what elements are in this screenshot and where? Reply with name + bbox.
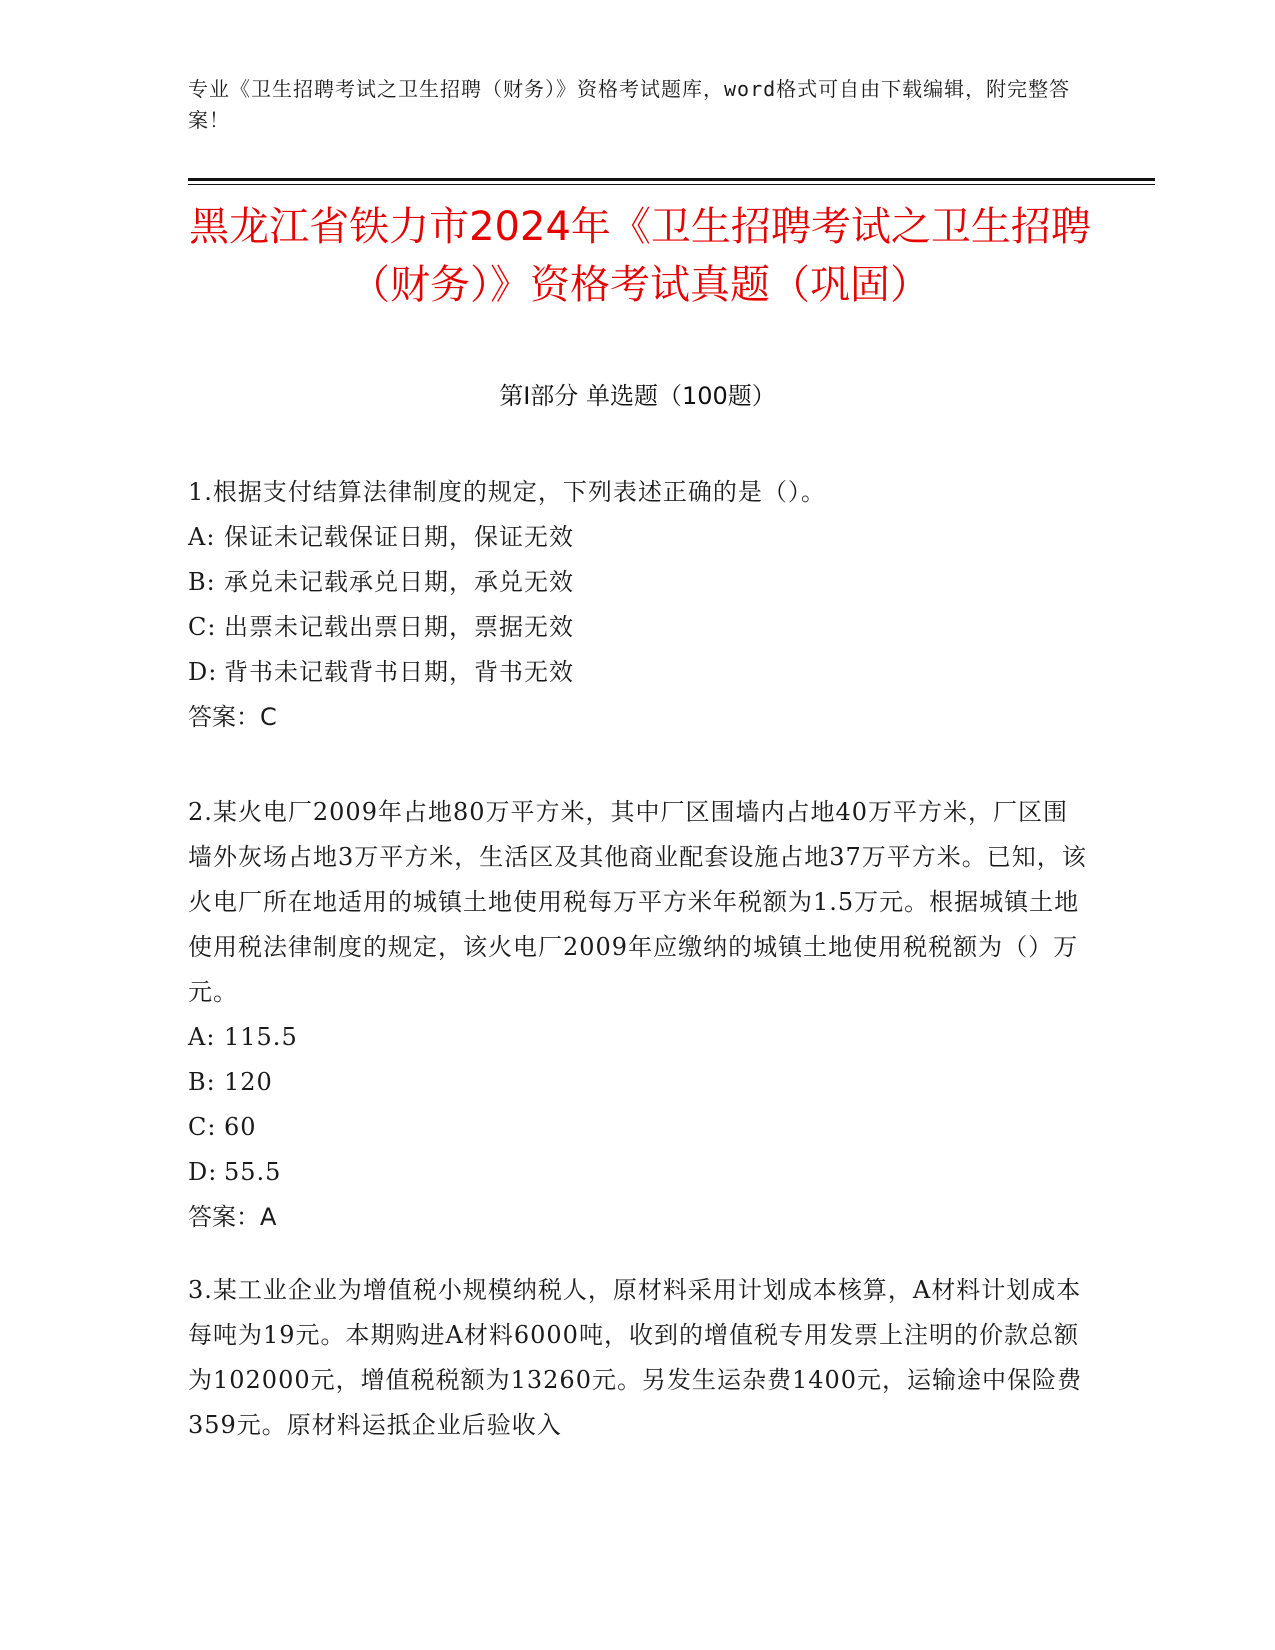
option-text: 120: [224, 1068, 273, 1096]
header-note: 专业《卫生招聘考试之卫生招聘（财务）》资格考试题库，word格式可自由下载编辑，附完整答案！: [188, 77, 1071, 132]
option-letter: D:: [188, 1158, 218, 1186]
option-text: 保证未记载保证日期，保证无效: [224, 523, 574, 551]
option-d: [188, 650, 1088, 695]
document-title: 黑龙江省铁力市2024年《卫生招聘考试之卫生招聘（财务）》资格考试真题（巩固）: [189, 204, 1091, 308]
option-letter: D:: [188, 658, 218, 686]
answer: 答案：C: [188, 703, 277, 731]
header-rule-thin: [188, 184, 1155, 185]
option-c: [188, 1105, 1088, 1150]
option-letter: B:: [188, 568, 216, 596]
option-text: 出票未记载出票日期，票据无效: [224, 613, 574, 641]
question-text: 1.根据支付结算法律制度的规定，下列表述正确的是（）。: [188, 478, 826, 506]
question-text: 3.某工业企业为增值税小规模纳税人，原材料采用计划成本核算，A材料计划成本每吨为19元。本期购进A材料6000吨，收到的增值税专用发票上注明的价款总额为102000元，增值税税额为13260元。另发生运杂费1400元，运输途中保险费359元。原材料运抵企业后验收入: [188, 1276, 1083, 1439]
option-text: 60: [224, 1113, 257, 1141]
option-text: 承兑未记载承兑日期，承兑无效: [224, 568, 574, 596]
option-b: [188, 560, 1088, 605]
option-text: 背书未记载背书日期，背书无效: [224, 658, 574, 686]
option-letter: C:: [188, 613, 217, 641]
option-text: 55.5: [224, 1158, 282, 1186]
option-c: [188, 605, 1088, 650]
option-a: [188, 1015, 1088, 1060]
header-rule-thick: [188, 178, 1155, 181]
option-letter: B:: [188, 1068, 216, 1096]
option-b: [188, 1060, 1088, 1105]
option-a: [188, 515, 1088, 560]
question-1: [188, 470, 1088, 740]
option-letter: C:: [188, 1113, 217, 1141]
option-letter: A:: [188, 1023, 216, 1051]
option-d: [188, 1150, 1088, 1195]
question-2: [188, 790, 1088, 1240]
option-letter: A:: [188, 523, 216, 551]
answer: 答案：A: [188, 1203, 277, 1231]
question-text: 2.某火电厂2009年占地80万平方米，其中厂区围墙内占地40万平方米，厂区围墙外灰场占地3万平方米，生活区及其他商业配套设施占地37万平方米。已知，该火电厂所在地适用的城镇土地使用税每万平方米年税额为1.5万元。根据城镇土地使用税法律制度的规定，该火电厂2009年应缴纳的城镇土地使用税税额为（）万元。: [188, 798, 1087, 1006]
option-text: 115.5: [224, 1023, 298, 1051]
section-heading: 第Ⅰ部分 单选题（100题）: [499, 382, 776, 410]
question-3: [188, 1268, 1088, 1448]
